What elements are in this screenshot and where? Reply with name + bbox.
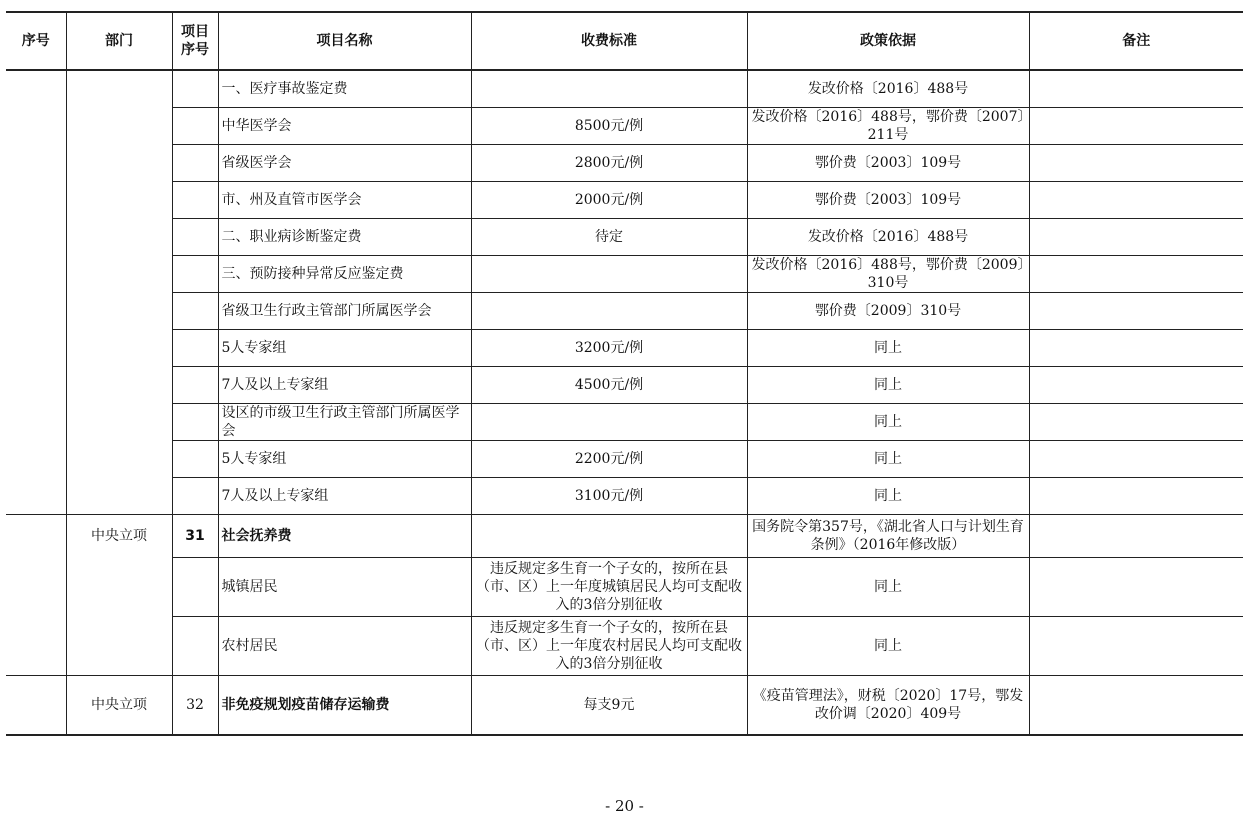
fee-cell: 违反规定多生育一个子女的，按所在县（市、区）上一年度农村居民人均可支配收入的3倍分别征收 (471, 617, 747, 676)
item-no-cell (172, 558, 218, 617)
fee-cell (471, 404, 747, 441)
header-policy: 政策依据 (747, 12, 1029, 70)
table-row (6, 256, 1243, 293)
policy-cell: 同上 (747, 367, 1029, 404)
item-name-cell: 省级卫生行政主管部门所属医学会 (218, 293, 471, 330)
remark-cell (1029, 558, 1243, 617)
item-no-cell (172, 219, 218, 256)
item-no-cell (172, 367, 218, 404)
fee-cell: 每支9元 (471, 676, 747, 736)
item-name-cell: 省级医学会 (218, 145, 471, 182)
item-name-cell: 二、职业病诊断鉴定费 (218, 219, 471, 256)
remark-cell (1029, 70, 1243, 108)
policy-cell: 鄂价费〔2003〕109号 (747, 145, 1029, 182)
table-row (6, 558, 1243, 617)
item-name-cell: 一、医疗事故鉴定费 (218, 70, 471, 108)
remark-cell (1029, 676, 1243, 736)
remark-cell (1029, 367, 1243, 404)
item-no-cell (172, 478, 218, 515)
remark-cell (1029, 515, 1243, 558)
remark-cell (1029, 617, 1243, 676)
remark-cell (1029, 145, 1243, 182)
header-fee-standard: 收费标准 (471, 12, 747, 70)
seq-cell (6, 70, 66, 515)
fee-cell (471, 256, 747, 293)
item-no-cell: 32 (172, 676, 218, 736)
fee-cell (471, 293, 747, 330)
item-no-cell (172, 182, 218, 219)
header-item-no: 项目序号 (172, 12, 218, 70)
remark-cell (1029, 404, 1243, 441)
item-name-cell: 城镇居民 (218, 558, 471, 617)
item-no-cell (172, 293, 218, 330)
remark-cell (1029, 293, 1243, 330)
table-row (6, 145, 1243, 182)
table-row (6, 441, 1243, 478)
fee-cell: 8500元/例 (471, 108, 747, 145)
item-name-cell: 5人专家组 (218, 441, 471, 478)
page-number: - 20 - (605, 797, 644, 815)
item-no-cell (172, 330, 218, 367)
table-row (6, 515, 1243, 558)
fee-cell: 3200元/例 (471, 330, 747, 367)
remark-cell (1029, 256, 1243, 293)
policy-cell: 同上 (747, 478, 1029, 515)
item-name-cell: 中华医学会 (218, 108, 471, 145)
policy-cell: 同上 (747, 617, 1029, 676)
table-row (6, 219, 1243, 256)
item-no-cell (172, 145, 218, 182)
table-row (6, 70, 1243, 108)
item-no-cell (172, 108, 218, 145)
remark-cell (1029, 108, 1243, 145)
policy-cell: 发改价格〔2016〕488号 (747, 219, 1029, 256)
fee-cell: 3100元/例 (471, 478, 747, 515)
item-no-cell (172, 70, 218, 108)
table-row (6, 108, 1243, 145)
dept-cell: 中央立项 (66, 515, 172, 676)
item-no-cell (172, 256, 218, 293)
fee-cell: 2000元/例 (471, 182, 747, 219)
header-seq: 序号 (6, 12, 66, 70)
item-name-cell: 社会抚养费 (218, 515, 471, 558)
seq-cell (6, 676, 66, 736)
policy-cell: 《疫苗管理法》，财税〔2020〕17号，鄂发改价调〔2020〕409号 (747, 676, 1029, 736)
item-name-cell: 7人及以上专家组 (218, 367, 471, 404)
table-row (6, 330, 1243, 367)
remark-cell (1029, 182, 1243, 219)
policy-cell: 同上 (747, 558, 1029, 617)
header-item-name: 项目名称 (218, 12, 471, 70)
item-name-cell: 5人专家组 (218, 330, 471, 367)
item-no-cell (172, 404, 218, 441)
table-row (6, 182, 1243, 219)
fee-cell: 违反规定多生育一个子女的，按所在县（市、区）上一年度城镇居民人均可支配收入的3倍分别征收 (471, 558, 747, 617)
fee-cell: 2800元/例 (471, 145, 747, 182)
fee-table-page (6, 11, 1243, 736)
header-dept: 部门 (66, 12, 172, 70)
policy-cell: 同上 (747, 441, 1029, 478)
dept-cell: 中央立项 (66, 676, 172, 736)
item-name-cell: 市、州及直管市医学会 (218, 182, 471, 219)
item-name-cell: 农村居民 (218, 617, 471, 676)
table-row (6, 676, 1243, 736)
item-name-cell: 7人及以上专家组 (218, 478, 471, 515)
table-row (6, 617, 1243, 676)
table-header-row (6, 12, 1243, 70)
remark-cell (1029, 441, 1243, 478)
item-name-cell: 三、预防接种异常反应鉴定费 (218, 256, 471, 293)
fee-cell (471, 70, 747, 108)
dept-cell (66, 70, 172, 515)
table-row (6, 404, 1243, 441)
fee-cell (471, 515, 747, 558)
fee-table (6, 11, 1243, 736)
table-row (6, 367, 1243, 404)
policy-cell: 发改价格〔2016〕488号，鄂价费〔2007〕211号 (747, 108, 1029, 145)
fee-cell: 待定 (471, 219, 747, 256)
seq-cell (6, 515, 66, 676)
remark-cell (1029, 478, 1243, 515)
item-no-cell: 31 (172, 515, 218, 558)
item-no-cell (172, 617, 218, 676)
table-row (6, 293, 1243, 330)
remark-cell (1029, 330, 1243, 367)
policy-cell: 发改价格〔2016〕488号 (747, 70, 1029, 108)
policy-cell: 鄂价费〔2003〕109号 (747, 182, 1029, 219)
item-name-cell: 设区的市级卫生行政主管部门所属医学会 (218, 404, 471, 441)
policy-cell: 发改价格〔2016〕488号，鄂价费〔2009〕310号 (747, 256, 1029, 293)
header-remark: 备注 (1029, 12, 1243, 70)
table-row (6, 478, 1243, 515)
fee-cell: 4500元/例 (471, 367, 747, 404)
policy-cell: 同上 (747, 330, 1029, 367)
item-name-cell: 非免疫规划疫苗储存运输费 (218, 676, 471, 736)
remark-cell (1029, 219, 1243, 256)
policy-cell: 国务院令第357号，《湖北省人口与计划生育条例》（2016年修改版） (747, 515, 1029, 558)
policy-cell: 鄂价费〔2009〕310号 (747, 293, 1029, 330)
policy-cell: 同上 (747, 404, 1029, 441)
fee-cell: 2200元/例 (471, 441, 747, 478)
item-no-cell (172, 441, 218, 478)
